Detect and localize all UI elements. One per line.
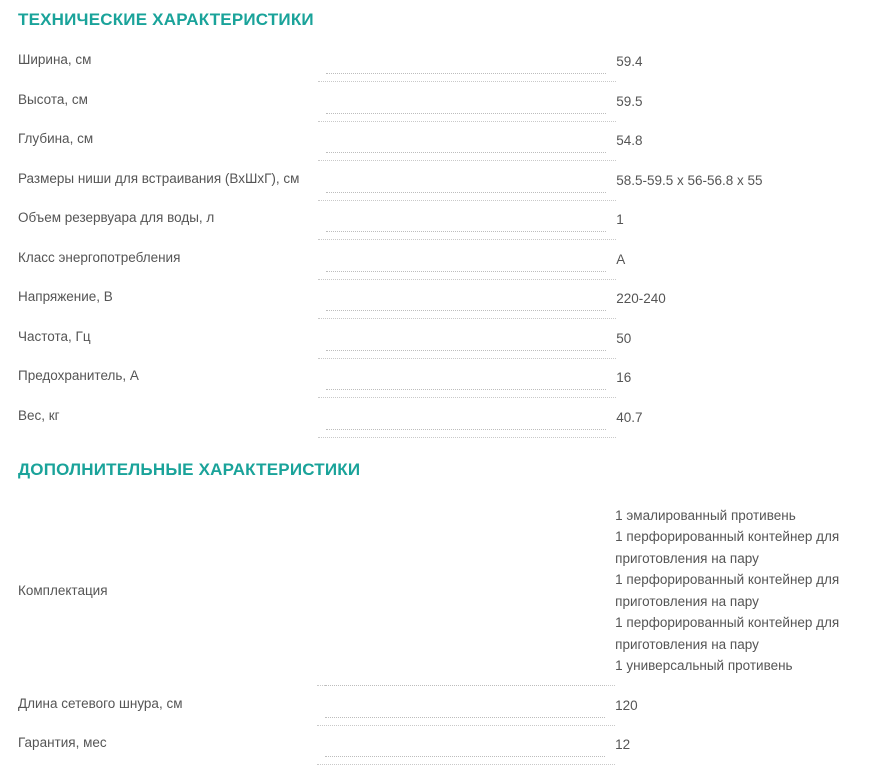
table-row xyxy=(18,358,865,398)
spec-value: 16 xyxy=(616,358,865,398)
spec-value-list xyxy=(615,496,865,686)
table-row xyxy=(18,725,865,765)
spec-dot-leader xyxy=(318,161,616,201)
spec-value-line: 1 перфорированный контейнер для xyxy=(615,569,865,591)
spec-dot-leader xyxy=(318,121,616,161)
section-technical-specs xyxy=(18,0,865,438)
table-row xyxy=(18,161,865,201)
spec-label: Глубина, см xyxy=(18,121,318,161)
spec-dot-leader xyxy=(318,82,616,122)
table-row xyxy=(18,686,865,726)
spec-label: Предохранитель, А xyxy=(18,358,318,398)
spec-value: 1 xyxy=(616,200,865,240)
spec-value: A xyxy=(616,240,865,280)
spec-dot-leader xyxy=(317,725,615,765)
spec-value-line: 1 перфорированный контейнер для xyxy=(615,612,865,634)
spec-value-line: 1 универсальный противень xyxy=(615,655,865,677)
technical-specs-table xyxy=(18,42,865,438)
spec-dot-leader xyxy=(318,279,616,319)
table-row xyxy=(18,279,865,319)
section-title-additional: ДОПОЛНИТЕЛЬНЫЕ ХАРАКТЕРИСТИКИ xyxy=(18,438,865,496)
spec-dot-leader xyxy=(318,240,616,280)
spec-value: 54.8 xyxy=(616,121,865,161)
spec-value-line: приготовления на пару xyxy=(615,591,865,613)
spec-label: Частота, Гц xyxy=(18,319,318,359)
table-row xyxy=(18,319,865,359)
spec-dot-leader xyxy=(318,358,616,398)
spec-value-line: 1 перфорированный контейнер для xyxy=(615,526,865,548)
additional-specs-table xyxy=(18,496,865,765)
spec-label: Высота, см xyxy=(18,82,318,122)
spec-label: Объем резервуара для воды, л xyxy=(18,200,318,240)
spec-dot-leader xyxy=(318,319,616,359)
spec-dot-leader xyxy=(318,200,616,240)
spec-dot-leader xyxy=(318,398,616,438)
table-row xyxy=(18,240,865,280)
spec-label: Гарантия, мес xyxy=(18,725,317,765)
spec-label: Размеры ниши для встраивания (ВхШхГ), см xyxy=(18,161,318,201)
spec-value-line: приготовления на пару xyxy=(615,548,865,570)
section-title-technical: ТЕХНИЧЕСКИЕ ХАРАКТЕРИСТИКИ xyxy=(18,0,865,42)
spec-label: Вес, кг xyxy=(18,398,318,438)
spec-label: Ширина, см xyxy=(18,42,318,82)
spec-value-line: 1 эмалированный противень xyxy=(615,505,865,527)
section-additional-specs xyxy=(18,438,865,765)
table-row xyxy=(18,200,865,240)
spec-value: 58.5-59.5 x 56-56.8 x 55 xyxy=(616,161,865,201)
spec-value: 59.5 xyxy=(616,82,865,122)
spec-label: Напряжение, В xyxy=(18,279,318,319)
spec-dot-leader xyxy=(317,686,615,726)
spec-value: 59.4 xyxy=(616,42,865,82)
table-row xyxy=(18,121,865,161)
table-row xyxy=(18,82,865,122)
spec-value: 12 xyxy=(615,725,865,765)
spec-label: Класс энергопотребления xyxy=(18,240,318,280)
spec-value-line: приготовления на пару xyxy=(615,634,865,656)
spec-dot-leader xyxy=(317,496,615,686)
spec-value: 50 xyxy=(616,319,865,359)
spec-label: Комплектация xyxy=(18,496,317,686)
table-row xyxy=(18,496,865,686)
spec-label: Длина сетевого шнура, см xyxy=(18,686,317,726)
table-row xyxy=(18,42,865,82)
spec-value: 120 xyxy=(615,686,865,726)
spec-value: 220-240 xyxy=(616,279,865,319)
table-row xyxy=(18,398,865,438)
spec-dot-leader xyxy=(318,42,616,82)
spec-value: 40.7 xyxy=(616,398,865,438)
